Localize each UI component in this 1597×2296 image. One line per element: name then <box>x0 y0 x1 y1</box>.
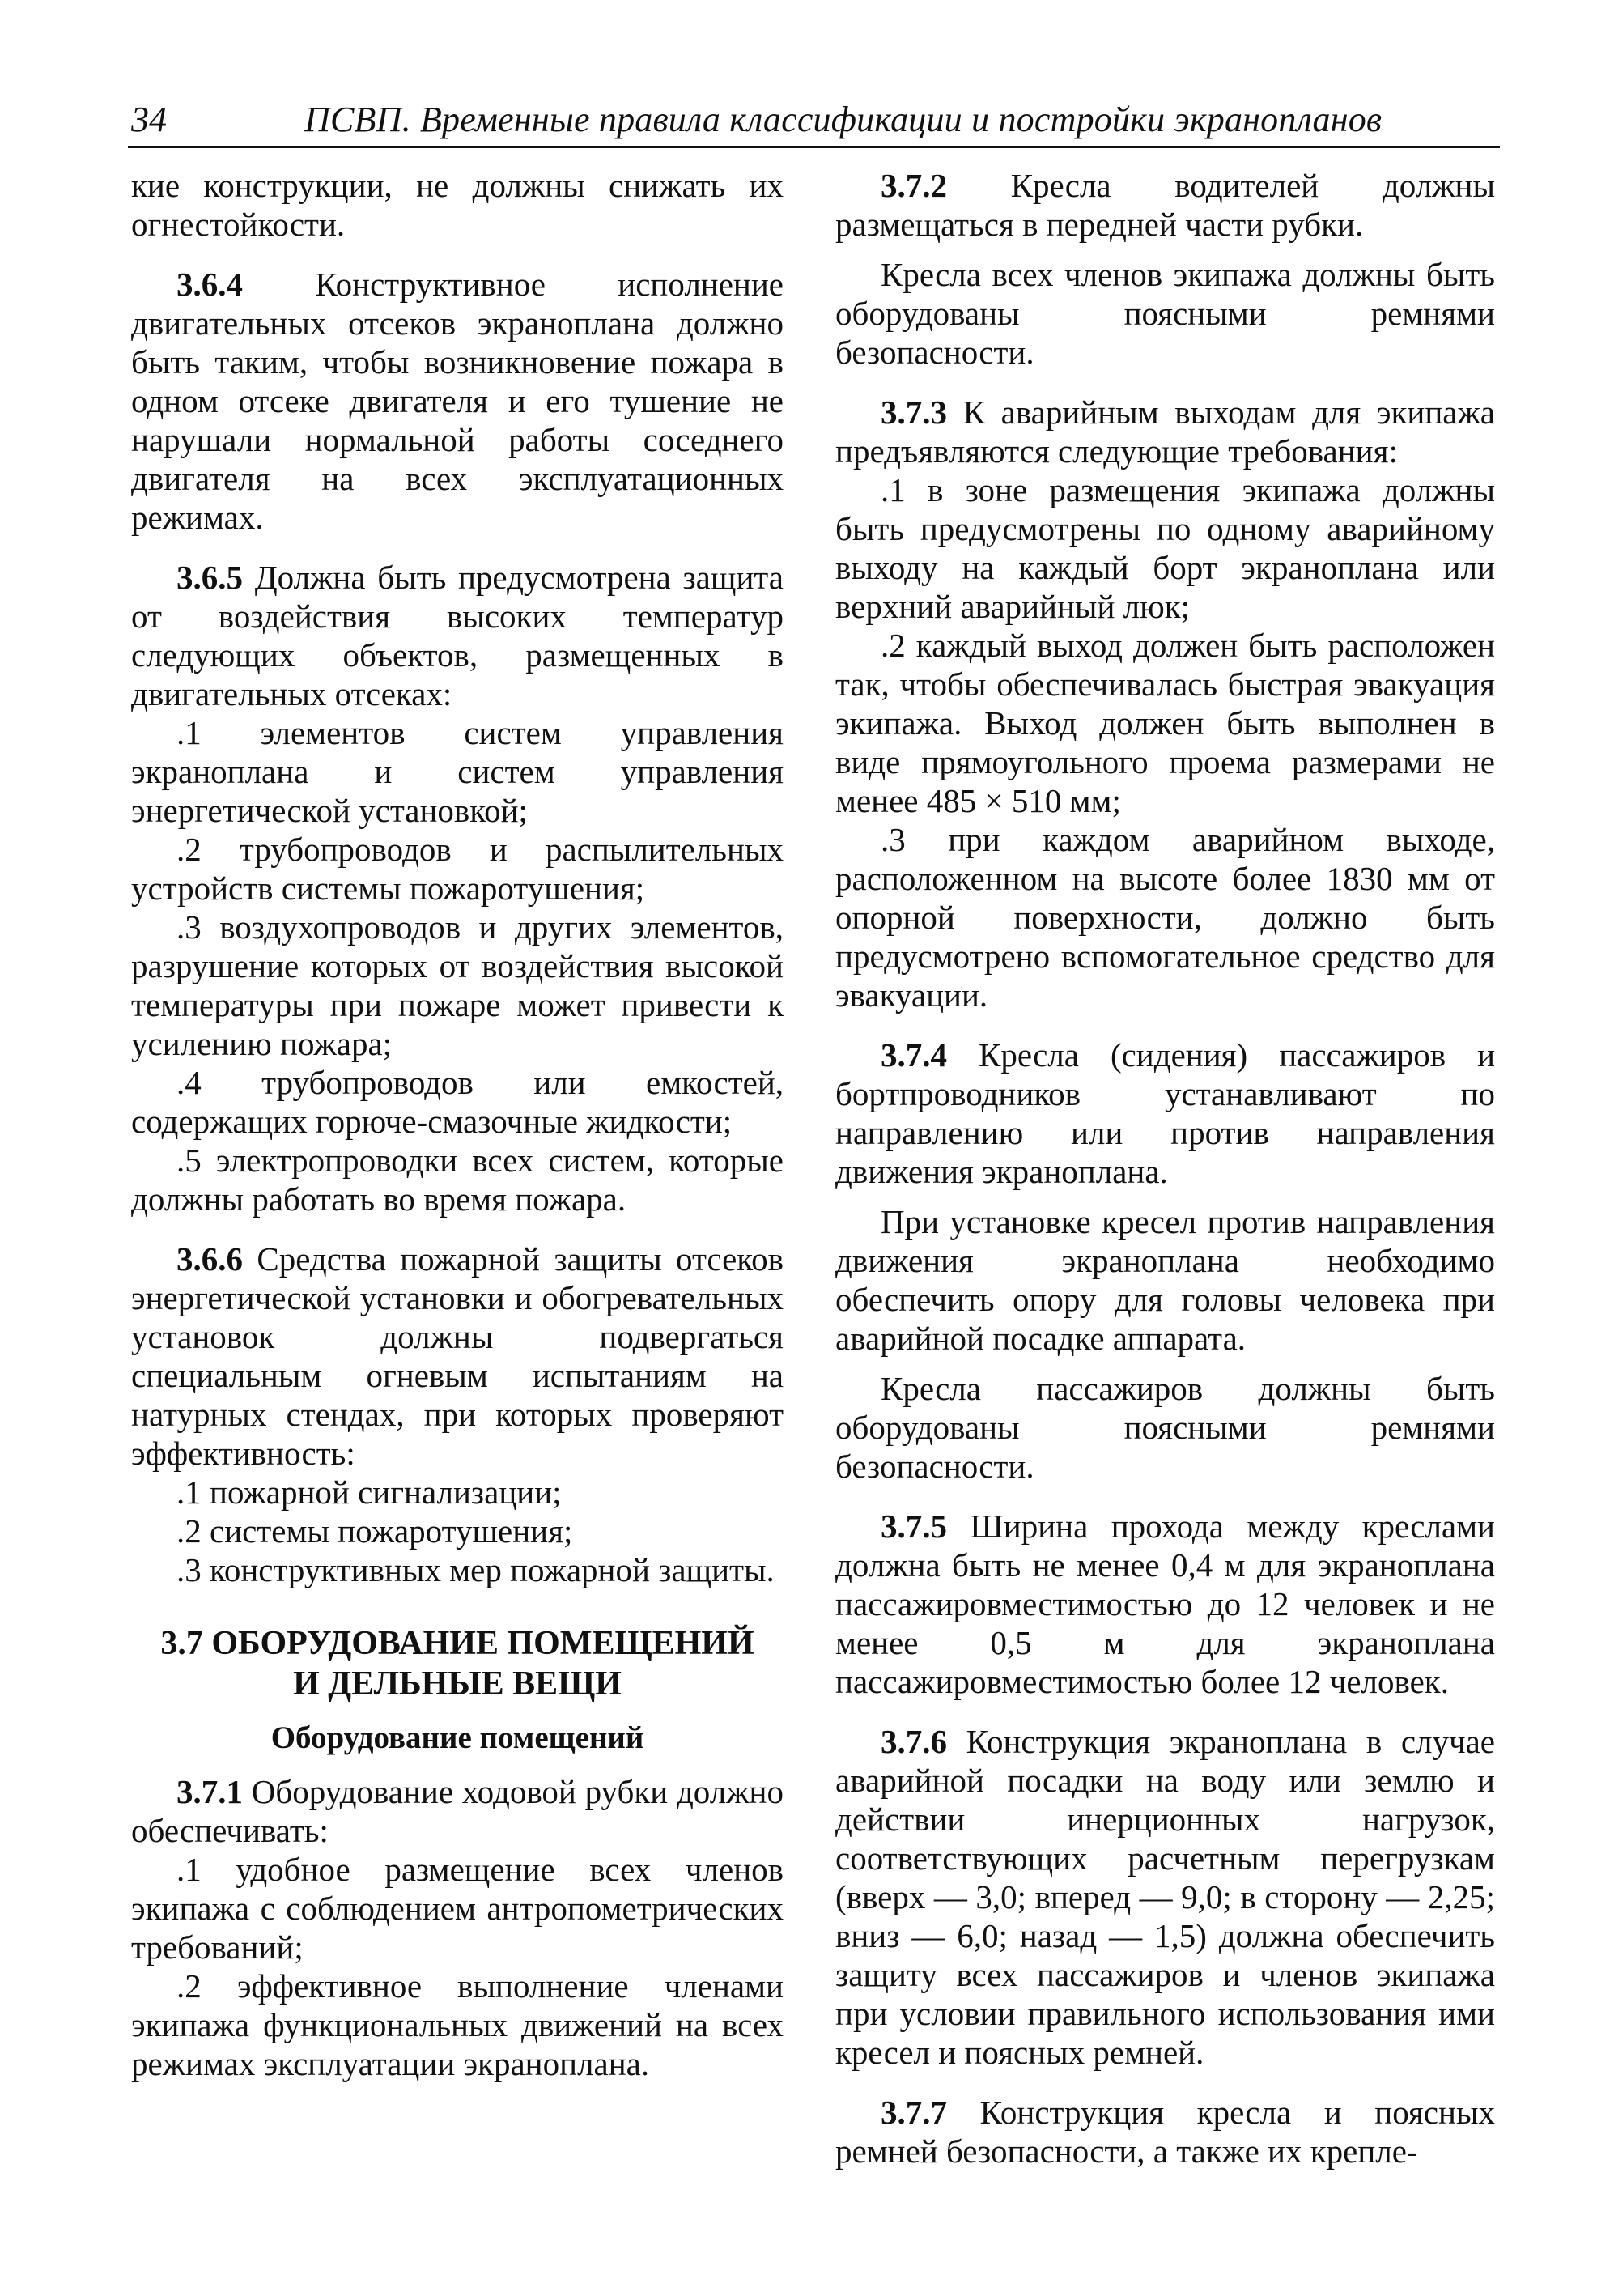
item-number: .3 <box>176 908 202 946</box>
item-text: каждый выход должен быть расположен так, чтобы обеспечивалась быстрая эвакуация экипажа. Выход должен быть выполнен в виде прямоугольного проема размерами не менее 485 × 510 мм; <box>835 627 1495 819</box>
list-item <box>131 1550 784 1589</box>
list-item <box>131 1512 784 1550</box>
clause-3-7-1 <box>131 1772 784 1850</box>
item-number: .2 <box>176 831 202 868</box>
clause-text: Ширина прохода между креслами должна быть не менее 0,4 м для экраноплана пассажировместимостью до 12 человек и не менее 0,5 м для экраноплана пассажировместимостью более 12 человек. <box>835 1507 1495 1700</box>
list-item <box>131 830 784 908</box>
list-item <box>131 1850 784 1966</box>
clause-3-7-2 <box>835 166 1495 244</box>
item-number: .2 <box>176 1512 202 1550</box>
clause-3-7-5 <box>835 1507 1495 1701</box>
clause-number: 3.7.1 <box>176 1773 243 1810</box>
item-text: конструктивных мер пожарной защиты. <box>210 1551 775 1588</box>
list-item <box>131 1966 784 2083</box>
item-text: пожарной сигнализации; <box>210 1473 562 1511</box>
list-item <box>131 1473 784 1512</box>
clause-number: 3.7.4 <box>881 1036 947 1074</box>
item-number: .1 <box>176 1473 202 1511</box>
item-text: эффективное выполнение членами экипажа функциональных движений на всех режимах эксплуатации экраноплана. <box>131 1967 784 2082</box>
clause-3-6-5 <box>131 558 784 713</box>
list-item <box>131 908 784 1063</box>
item-text: воздухопроводов и других элементов, разрушение которых от воздействия высокой температуры при пожаре может привести к усилению пожара; <box>131 908 784 1062</box>
clause-number: 3.6.4 <box>176 266 243 303</box>
clause-text: Конструкция кресла и поясных ремней безопасности, а также их крепле- <box>835 2094 1495 2170</box>
clause-3-6-4 <box>131 265 784 537</box>
clause-text: Кресла (сидения) пассажиров и бортпроводников устанавливают по направлению или против направления движения экраноплана. <box>835 1036 1496 1190</box>
page-number: 34 <box>131 100 167 139</box>
item-number: .2 <box>881 627 906 664</box>
clause-3-7-3 <box>835 393 1495 470</box>
paragraph-continuation: кие конструкции, не должны снижать их огнестойкости. <box>131 167 784 243</box>
running-title: ПСВП. Временные правила классификации и постройки экранопланов <box>304 100 1383 139</box>
list-item <box>835 626 1495 820</box>
section-heading-line: 3.7 ОБОРУДОВАНИЕ ПОМЕЩЕНИЙ <box>160 1625 754 1662</box>
list-item <box>131 1141 784 1218</box>
clause-text: Конструкция экраноплана в случае аварийной посадки на воду или землю и действии инерционных нагрузок, соответствующих расчетным перегрузкам (вверх — 3,0; вперед — 9,0; в сторону — 2,25; вниз — 6,0; назад — 1,5) должна обеспечить защиту всех пассажиров и членов экипажа при условии правильного использования ими кресел и поясных ремней. <box>835 1723 1495 2071</box>
item-text: в зоне размещения экипажа должны быть предусмотрены по одному аварийному выходу на каждый борт экраноплана или верхний аварийный люк; <box>835 471 1496 625</box>
clause-text: К аварийным выходам для экипажа предъявляются следующие требования: <box>835 393 1495 470</box>
left-column <box>131 166 784 2083</box>
paragraph: Кресла всех членов экипажа должны быть оборудованы поясными ремнями безопасности. <box>835 256 1495 371</box>
paragraph: Кресла пассажиров должны быть оборудованы поясными ремнями безопасности. <box>835 1370 1495 1485</box>
subheading: Оборудование помещений <box>270 1720 644 1755</box>
item-number: .1 <box>176 1851 202 1888</box>
clause-number: 3.7.2 <box>881 167 947 204</box>
clause-number: 3.7.5 <box>881 1507 947 1545</box>
item-text: при каждом аварийном выходе, расположенном на высоте более 1830 мм от опорной поверхности, должно быть предусмотрено вспомогательное средство для эвакуации. <box>835 821 1496 1014</box>
clause-text: Конструктивное исполнение двигательных отсеков экраноплана должно быть таким, чтобы возникновение пожара в одном отсеке двигателя и его тушение не нарушали нормальной работы соседнего двигателя на всех эксплуатационных режимах. <box>131 266 784 536</box>
item-text: удобное размещение всех членов экипажа с соблюдением антропометрических требований; <box>131 1851 784 1966</box>
item-number: .1 <box>176 714 202 751</box>
list-item <box>835 820 1495 1014</box>
paragraph: При установке кресел против направления движения экраноплана необходимо обеспечить опору для головы человека при аварийной посадке аппарата. <box>835 1203 1495 1357</box>
list-item <box>131 1063 784 1141</box>
item-text: трубопроводов и распылительных устройств системы пожаротушения; <box>131 831 784 907</box>
clause-text: Кресла водителей должны размещаться в передней части рубки. <box>835 167 1495 243</box>
clause-3-7-6 <box>835 1722 1495 2072</box>
item-text: трубопроводов или емкостей, содержащих горюче-смазочные жидкости; <box>131 1064 784 1140</box>
clause-3-6-6 <box>131 1239 784 1473</box>
clause-number: 3.6.5 <box>176 559 243 596</box>
clause-3-7-4 <box>835 1035 1495 1191</box>
item-number: .2 <box>176 1967 202 2005</box>
clause-text: Должна быть предусмотрена защита от воздействия высоких температур следующих объектов, размещенных в двигательных отсеках: <box>131 559 784 712</box>
item-text: электропроводки всех систем, которые должны работать во время пожара. <box>131 1142 784 1218</box>
list-item <box>835 470 1495 626</box>
item-number: .1 <box>881 471 906 508</box>
section-heading-line: И ДЕЛЬНЫЕ ВЕЩИ <box>293 1665 622 1703</box>
item-number: .3 <box>176 1551 202 1588</box>
item-text: системы пожаротушения; <box>210 1512 573 1550</box>
running-header <box>128 96 1500 148</box>
item-number: .5 <box>176 1142 202 1179</box>
clause-text: Оборудование ходовой рубки должно обеспечивать: <box>131 1773 784 1849</box>
clause-number: 3.7.7 <box>881 2094 947 2131</box>
right-column <box>835 166 1495 2171</box>
item-text: элементов систем управления экраноплана и систем управления энергетической установкой; <box>131 714 784 829</box>
clause-number: 3.6.6 <box>176 1240 243 1278</box>
section-heading <box>131 1623 784 1704</box>
list-item <box>131 713 784 830</box>
item-number: .4 <box>176 1064 202 1101</box>
item-number: .3 <box>881 821 906 858</box>
clause-number: 3.7.6 <box>881 1723 947 1760</box>
clause-number: 3.7.3 <box>881 393 947 431</box>
clause-3-7-7 <box>835 2093 1495 2171</box>
clause-text: Средства пожарной защиты отсеков энергетической установки и обогревательных установок должны подвергаться специальным огневым испытаниям на натурных стендах, при которых проверяют эффективность: <box>131 1240 784 1472</box>
